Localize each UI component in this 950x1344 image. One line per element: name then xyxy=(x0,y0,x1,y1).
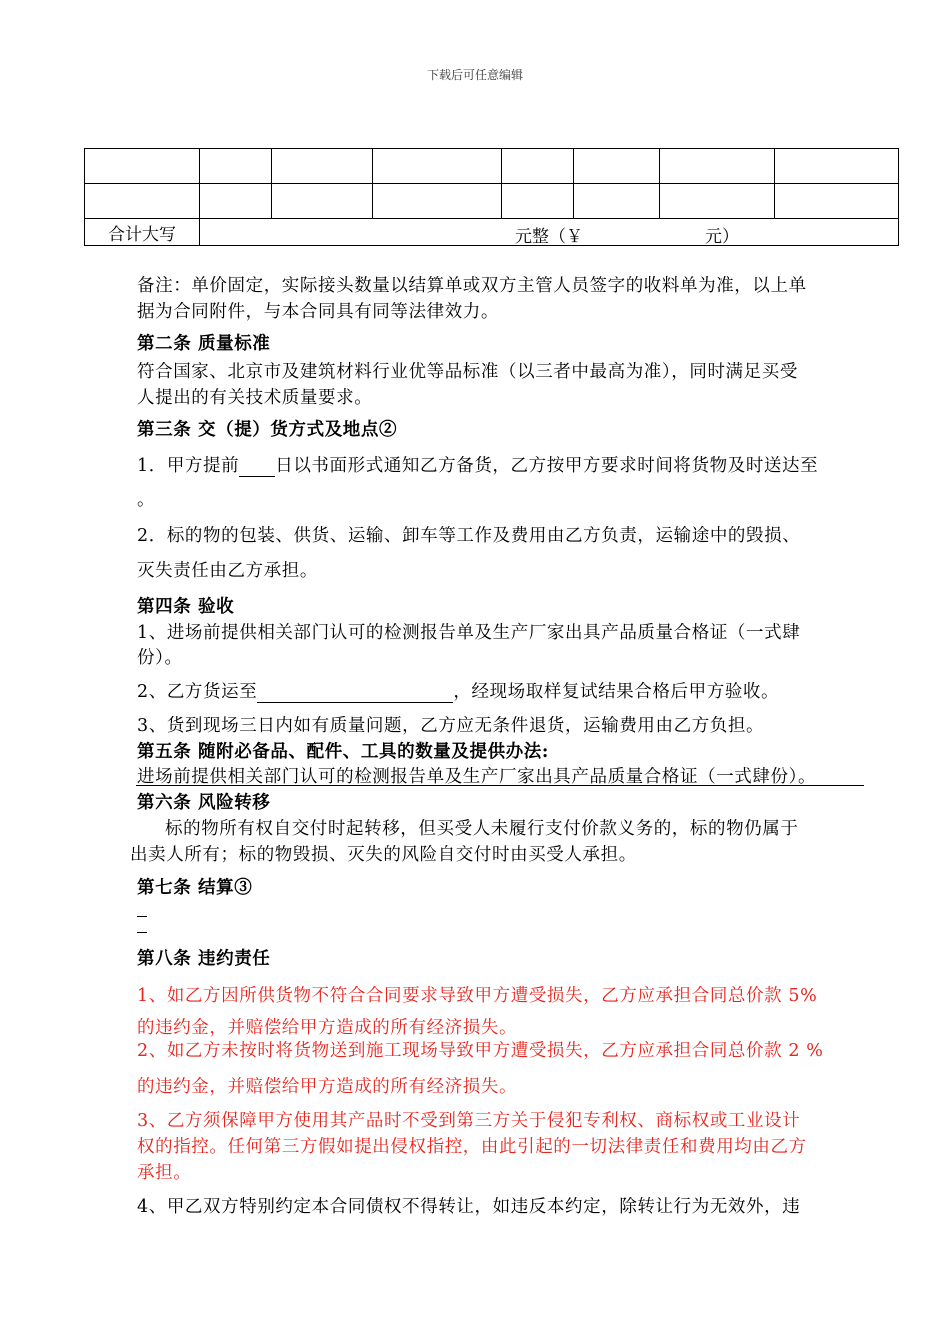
art4-item-1-line-1: 1、进场前提供相关部门认可的检测报告单及生产厂家出具产品质量合格证（一式肆 xyxy=(137,623,801,643)
art3-item-1-end: 。 xyxy=(137,490,156,510)
art4-item-3: 3、货到现场三日内如有质量问题，乙方应无条件退货，运输费用由乙方负担。 xyxy=(137,716,765,736)
art7-blank-2 xyxy=(137,932,147,933)
art8-item-3-line-2: 权的指控。任何第三方假如提出侵权指控，由此引起的一切法律责任和费用均由乙方 xyxy=(137,1137,807,1157)
art4-item2-part-a: 2、乙方货运至 xyxy=(137,682,258,702)
art4-title: 第四条 验收 xyxy=(137,597,235,617)
table-cell xyxy=(660,184,775,219)
table-cell xyxy=(272,184,373,219)
art4-item2-part-b: ，经现场取样复试结果合格后甲方验收。 xyxy=(453,682,780,702)
art3-item-2-line-2: 灭失责任由乙方承担。 xyxy=(137,561,318,581)
total-yuan-zheng: 元整（￥ xyxy=(515,227,583,247)
table-cell xyxy=(373,149,502,184)
art7-blank-1 xyxy=(137,916,147,917)
table-cell xyxy=(85,184,200,219)
art3-item-1 xyxy=(137,452,818,477)
art3-title: 第三条 交（提）货方式及地点② xyxy=(137,420,398,440)
art2-line-2: 人提出的有关技术质量要求。 xyxy=(137,388,373,408)
art8-item-4-line-1: 4、甲乙双方特别约定本合同债权不得转让，如违反本约定，除转让行为无效外，违 xyxy=(137,1197,801,1217)
art7-title: 第七条 结算③ xyxy=(137,878,253,898)
days-blank xyxy=(239,456,275,477)
total-yuan-close: 元） xyxy=(705,227,739,247)
total-row xyxy=(85,219,899,246)
art3-item1-part-a: 1．甲方提前 xyxy=(137,456,240,476)
table-cell xyxy=(775,184,899,219)
table-cell xyxy=(272,149,373,184)
art8-item-3-line-3: 承担。 xyxy=(137,1163,192,1183)
art6-line-1: 标的物所有权自交付时起转移，但买受人未履行支付价款义务的，标的物仍属于 xyxy=(165,819,799,839)
header-note: 下载后可任意编辑 xyxy=(426,68,523,82)
art4-item-2 xyxy=(137,678,779,703)
art2-title: 第二条 质量标准 xyxy=(137,334,271,354)
art6-line-2: 出卖人所有；标的物毁损、灭失的风险自交付时由买受人承担。 xyxy=(130,845,637,865)
table-cell xyxy=(373,184,502,219)
remark-line-1: 备注：单价固定，实际接头数量以结算单或双方主管人员签字的收料单为准，以上单 xyxy=(137,276,807,296)
art5-underline xyxy=(136,785,864,786)
art8-title: 第八条 违约责任 xyxy=(137,949,271,969)
table-row xyxy=(85,184,899,219)
art3-item1-part-b: 日以书面形式通知乙方备货，乙方按甲方要求时间将货物及时送达至 xyxy=(275,456,819,476)
art8-item-2-line-2: 的违约金，并赔偿给甲方造成的所有经济损失。 xyxy=(137,1077,518,1097)
art4-item-1-line-2: 份）。 xyxy=(137,648,183,668)
table-cell xyxy=(85,149,200,184)
table-cell xyxy=(502,149,574,184)
table-cell xyxy=(574,149,660,184)
table-row xyxy=(85,149,899,184)
remark-line-2: 据为合同附件，与本合同具有同等法律效力。 xyxy=(137,302,499,322)
art6-title: 第六条 风险转移 xyxy=(137,793,271,813)
art5-title: 第五条 随附必备品、配件、工具的数量及提供办法: xyxy=(137,742,549,762)
table-cell xyxy=(200,184,272,219)
art2-line-1: 符合国家、北京市及建筑材料行业优等品标准（以三者中最高为准），同时满足买受 xyxy=(137,362,798,382)
total-amount-cell xyxy=(200,219,899,246)
art8-item-1-line-1: 1、如乙方因所供货物不符合合同要求导致甲方遭受损失，乙方应承担合同总价款 5% xyxy=(137,986,818,1006)
art8-item-3-line-1: 3、乙方须保障甲方使用其产品时不受到第三方关于侵犯专利权、商标权或工业设计 xyxy=(137,1111,801,1131)
table-cell xyxy=(200,149,272,184)
table-cell xyxy=(775,149,899,184)
total-label: 合计大写 xyxy=(85,219,200,246)
table-cell xyxy=(574,184,660,219)
destination-blank xyxy=(257,682,453,703)
art8-item-1-line-2: 的违约金，并赔偿给甲方造成的所有经济损失。 xyxy=(137,1018,518,1038)
art3-item-2-line-1: 2．标的物的包装、供货、运输、卸车等工作及费用由乙方负责，运输途中的毁损、 xyxy=(137,526,801,546)
table-cell xyxy=(660,149,775,184)
table-cell xyxy=(502,184,574,219)
items-table xyxy=(84,148,899,246)
art5-line-1: 进场前提供相关部门认可的检测报告单及生产厂家出具产品质量合格证（一式肆份）。 xyxy=(137,767,817,787)
art8-item-2-line-1: 2、如乙方未按时将货物送到施工现场导致甲方遭受损失，乙方应承担合同总价款 2 % xyxy=(137,1041,824,1061)
